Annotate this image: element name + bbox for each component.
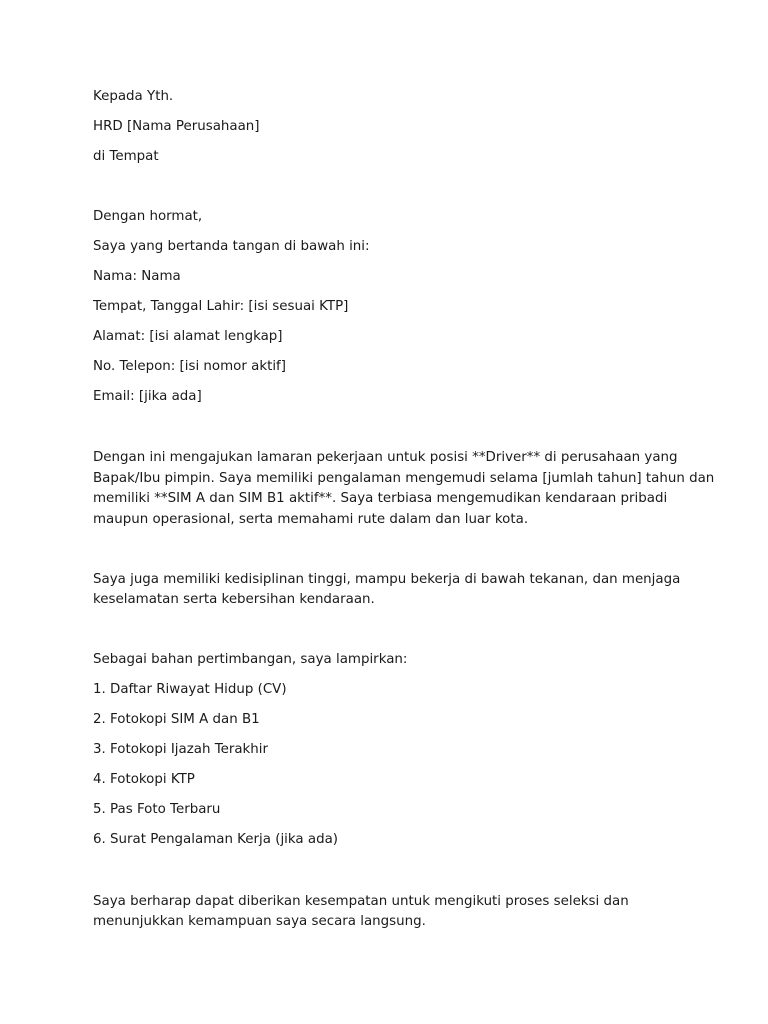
identity-alamat: Alamat: [isi alamat lengkap] (93, 329, 283, 344)
paragraph-line: memiliki **SIM A dan SIM B1 aktif**. Saya terbiasa mengemudikan kendaraan pribadi (93, 491, 668, 506)
recipient-line: HRD [Nama Perusahaan] (93, 119, 260, 134)
recipient-line: di Tempat (93, 149, 159, 164)
identity-ttl: Tempat, Tanggal Lahir: [isi sesuai KTP] (93, 299, 349, 314)
paragraph-line: keselamatan serta kebersihan kendaraan. (93, 592, 375, 607)
identity-telepon: No. Telepon: [isi nomor aktif] (93, 359, 286, 374)
paragraph-line: Bapak/Ibu pimpin. Saya memiliki pengalaman mengemudi selama [jumlah tahun] tahun dan (93, 470, 715, 486)
paragraph-line: maupun operasional, serta memahami rute dalam dan luar kota. (93, 511, 529, 527)
intro-line: Saya yang bertanda tangan di bawah ini: (93, 239, 370, 254)
attachment-item: 3. Fotokopi Ijazah Terakhir (93, 742, 269, 757)
greeting: Dengan hormat, (93, 209, 203, 224)
identity-email: Email: [jika ada] (93, 389, 202, 404)
attachment-item: 5. Pas Foto Terbaru (93, 802, 221, 817)
paragraph-line: Dengan ini mengajukan lamaran pekerjaan untuk posisi **Driver** di perusahaan yang (93, 450, 678, 465)
attachments-intro: Sebagai bahan pertimbangan, saya lampirkan: (93, 652, 408, 667)
paragraph-line: Saya berharap dapat diberikan kesempatan untuk mengikuti proses seleksi dan (93, 893, 629, 909)
identity-nama: Nama: Nama (93, 269, 181, 284)
attachment-item: 1. Daftar Riwayat Hidup (CV) (93, 682, 287, 697)
paragraph-line: menunjukkan kemampuan saya secara langsung. (93, 914, 426, 929)
recipient-line: Kepada Yth. (93, 89, 174, 104)
attachment-item: 4. Fotokopi KTP (93, 772, 195, 787)
attachment-item: 6. Surat Pengalaman Kerja (jika ada) (93, 832, 339, 847)
attachment-item: 2. Fotokopi SIM A dan B1 (93, 712, 260, 727)
paragraph-line: Saya juga memiliki kedisiplinan tinggi, mampu bekerja di bawah tekanan, dan menjaga (93, 571, 681, 587)
